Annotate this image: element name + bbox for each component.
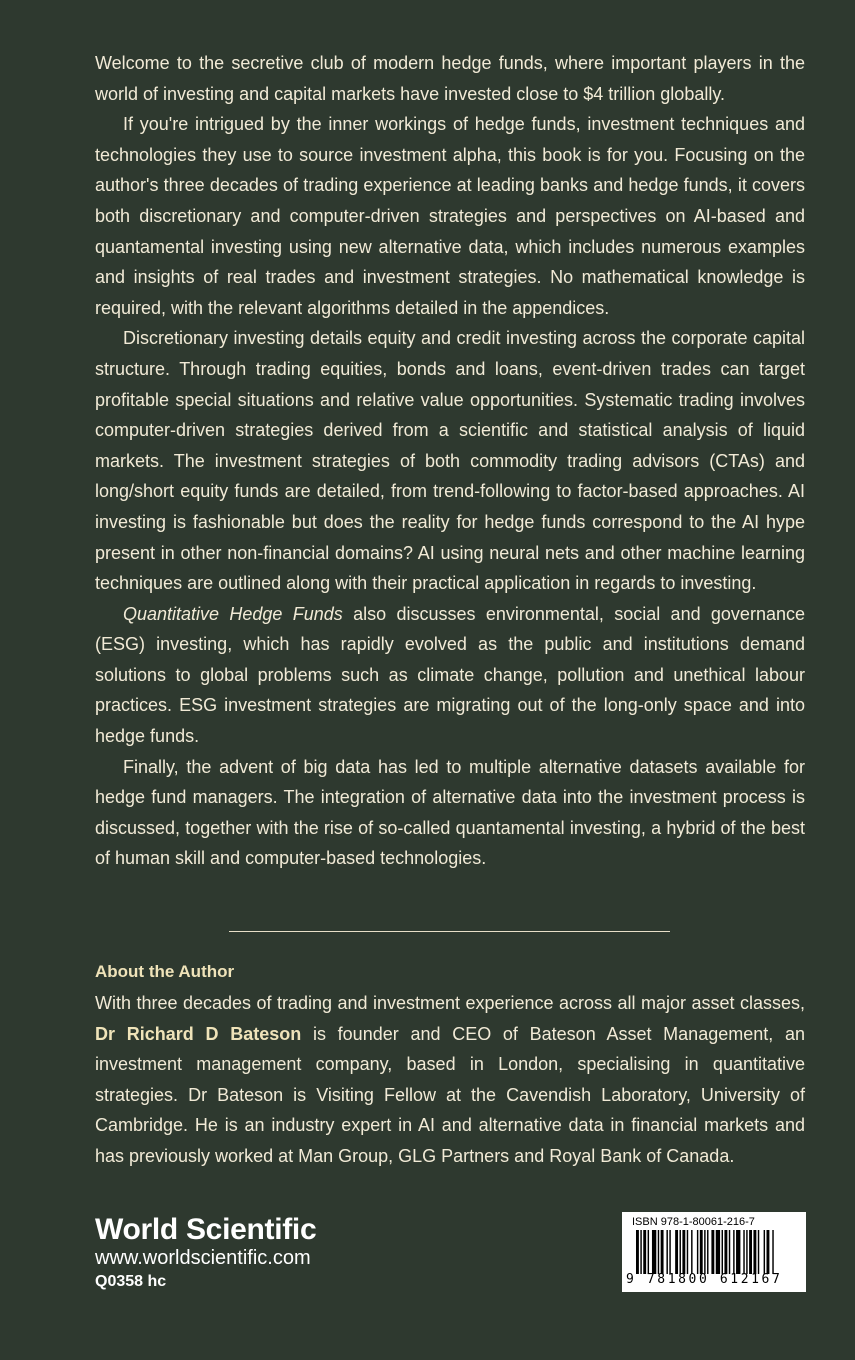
barcode-bar xyxy=(729,1230,730,1274)
barcode-bar xyxy=(700,1230,703,1274)
barcode-bar xyxy=(636,1230,639,1274)
barcode-bar xyxy=(716,1230,720,1274)
publisher-block xyxy=(95,1214,316,1294)
about-text-after: is founder and CEO of Bateson Asset Management, an investment management company, based in London, specialising in quantitative strategies. Dr Bateson is Visiting Fellow at the Cavendish Laboratory, University of Cambridge. He is an industry expert in AI and alternative data in financial markets and has previously worked at Man Group, GLG Partners and Royal Bank of Canada. xyxy=(95,1023,805,1166)
barcode-bar xyxy=(691,1230,692,1274)
barcode-bar xyxy=(772,1230,773,1274)
blurb-paragraph-3: Discretionary investing details equity and credit investing across the corporate capital structure. Through trading equities, bonds and loans, event-driven trades can target profitable special situations and relative value opportunities. Systematic trading involves computer-driven strategies derived from a scientific and statistical analysis of liquid markets. The investment strategies of both commodity trading advisors (CTAs) and long/short equity funds are detailed, from trend-following to factor-based approaches. AI investing is fashionable but does the reality for hedge funds correspond to the AI hype present in other non-financial domains? AI using neural nets and other machine learning techniques are outlined along with their practical application in regards to investing. xyxy=(95,328,805,594)
isbn-barcode xyxy=(622,1212,806,1292)
blurb-paragraph-5: Finally, the advent of big data has led to multiple alternative datasets available for hedge fund managers. The integration of alternative data into the investment process is discussed, together with the rise of so-called quantamental investing, a hybrid of the best of human skill and computer-based technologies. xyxy=(95,756,805,869)
barcode-bar xyxy=(736,1230,740,1274)
blurb-paragraph-4-text: also discusses environmental, social and governance (ESG) investing, which has rapidly evolved as the public and institutions demand solutions to global problems such as climate change, pollution and unethical labour practices. ESG investment strategies are migrating out of the long-only space and into hedge funds. xyxy=(95,603,805,747)
product-code: Q0358 hc xyxy=(95,1273,167,1290)
barcode-bar xyxy=(743,1230,744,1274)
book-blurb xyxy=(95,48,805,874)
barcode-bar xyxy=(666,1230,667,1274)
barcode-bar xyxy=(648,1230,649,1274)
blurb-paragraph-4 xyxy=(95,599,805,752)
about-text-before: With three decades of trading and investment experience across all major asset classes, xyxy=(95,993,805,1013)
barcode-bar xyxy=(758,1230,759,1274)
barcode-digits: 9 781800 612167 xyxy=(626,1272,783,1287)
barcode-bar xyxy=(746,1230,747,1274)
barcode-bar xyxy=(652,1230,656,1274)
about-author-text xyxy=(95,988,805,1172)
publisher-url: www.worldscientific.com xyxy=(95,1247,311,1269)
barcode-bar xyxy=(680,1230,681,1274)
barcode-bar xyxy=(724,1230,727,1274)
barcode-bar xyxy=(764,1230,765,1274)
barcode-bar xyxy=(767,1230,770,1274)
publisher-name: World Scientific xyxy=(95,1213,317,1246)
barcode-bar xyxy=(749,1230,752,1274)
barcode-bars xyxy=(636,1230,794,1274)
about-author-section xyxy=(95,958,805,1172)
barcode-bar xyxy=(722,1230,723,1274)
blurb-paragraph-1: Welcome to the secretive club of modern hedge funds, where important players in the world of investing and capital markets have invested close to $4 trillion globally. xyxy=(95,53,805,104)
barcode-bar xyxy=(661,1230,664,1274)
barcode-bar xyxy=(707,1230,708,1274)
barcode-bar xyxy=(669,1230,670,1274)
barcode-bar xyxy=(675,1230,678,1274)
section-divider xyxy=(229,931,670,932)
author-name: Dr Richard D Bateson xyxy=(95,1023,302,1044)
barcode-bar xyxy=(643,1230,646,1274)
barcode-bar xyxy=(711,1230,714,1274)
about-author-heading: About the Author xyxy=(95,962,235,981)
book-title-italic: Quantitative Hedge Funds xyxy=(123,603,343,624)
barcode-bar xyxy=(704,1230,705,1274)
barcode-bar xyxy=(697,1230,698,1274)
barcode-bar xyxy=(687,1230,688,1274)
barcode-bar xyxy=(733,1230,734,1274)
barcode-bar xyxy=(640,1230,641,1274)
barcode-bar xyxy=(753,1230,756,1274)
barcode-bar xyxy=(658,1230,659,1274)
isbn-label: ISBN 978-1-80061-216-7 xyxy=(632,1216,755,1228)
barcode-bar xyxy=(682,1230,685,1274)
blurb-paragraph-2: If you're intrigued by the inner workings of hedge funds, investment techniques and technologies they use to source investment alpha, this book is for you. Focusing on the author's three decades of trading experience at leading banks and hedge funds, it covers both discretionary and computer-driven strategies and perspectives on AI-based and quantamental investing using new alternative data, which includes numerous examples and insights of real trades and investment strategies. No mathematical knowledge is required, with the relevant algorithms detailed in the appendices. xyxy=(95,114,805,318)
